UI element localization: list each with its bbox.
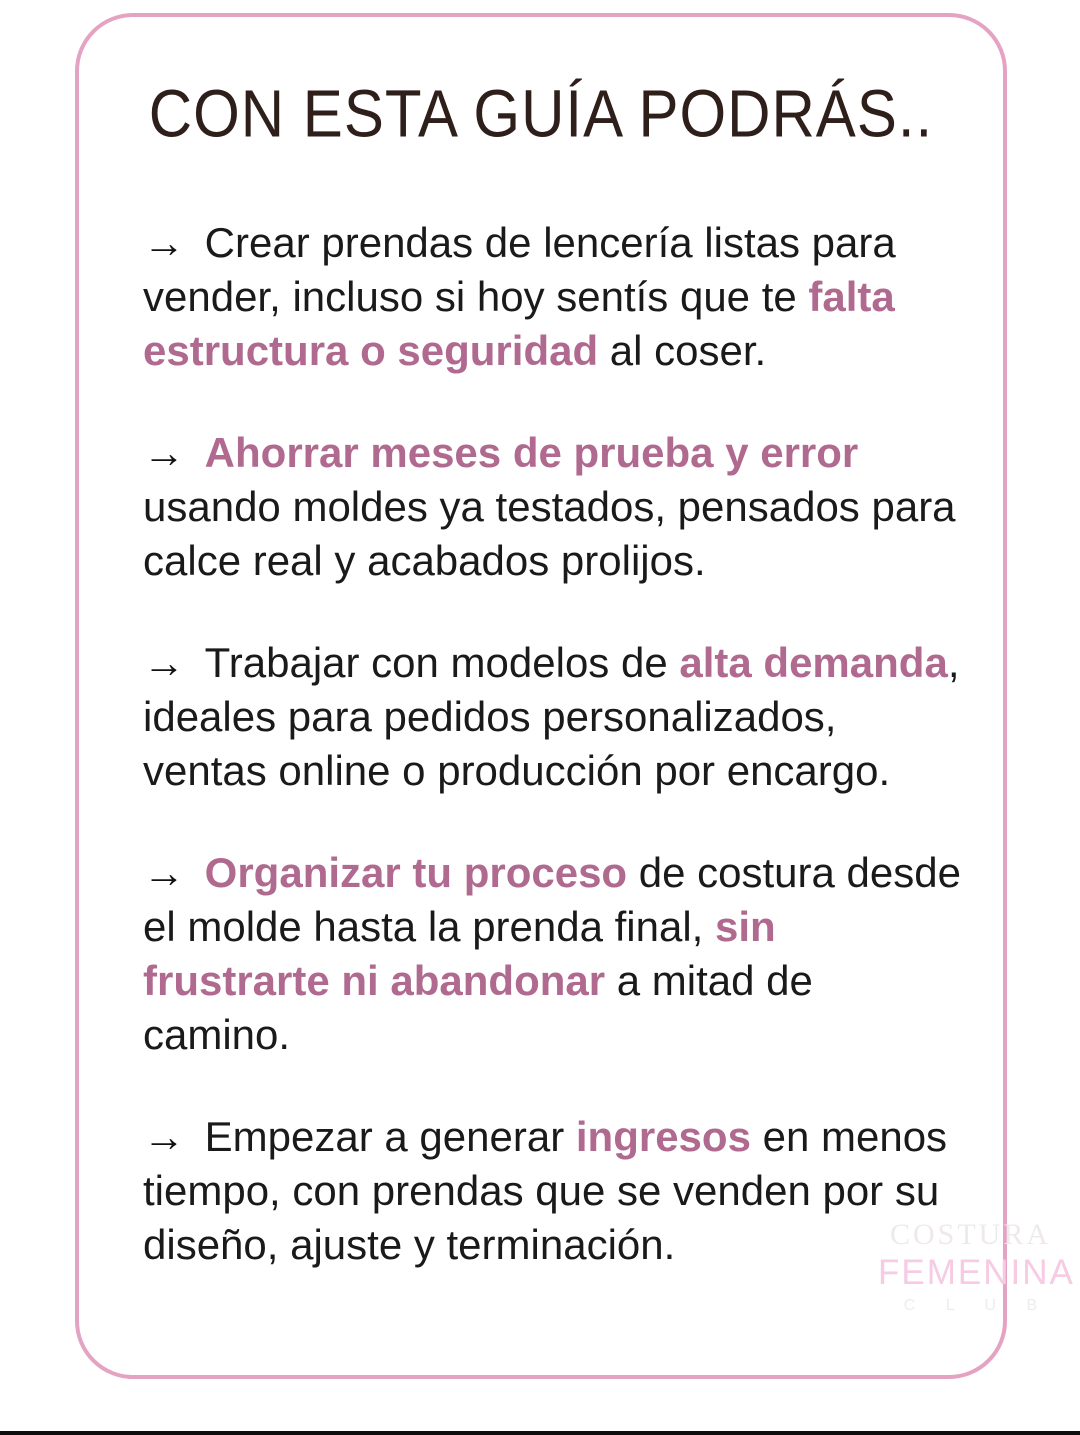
benefit-item-4 <box>143 846 965 1062</box>
benefit-text: al coser. <box>598 327 767 374</box>
watermark-femenina-text: FEMENINA <box>878 1252 1075 1292</box>
arrow-bullet-icon: → <box>143 219 197 266</box>
arrow-bullet-icon: → <box>143 1113 197 1160</box>
benefit-text: a mitad de camino. <box>143 957 813 1058</box>
benefit-item-3 <box>143 636 965 798</box>
guide-benefits-card <box>75 13 1007 1379</box>
highlight-text: ingresos <box>575 1113 751 1160</box>
bottom-edge-divider <box>0 1431 1080 1435</box>
highlight-text: sin frustrarte ni abandonar <box>143 903 776 1004</box>
benefit-text: Crear prendas de lencería listas para vender, incluso si hoy sentís que te <box>143 219 896 320</box>
highlight-text: Ahorrar meses de prueba y error <box>204 429 859 476</box>
benefit-text: , ideales para pedidos personalizados, ventas online o producción por encargo. <box>143 639 960 794</box>
highlight-text: alta demanda <box>679 639 948 686</box>
benefit-item-2 <box>143 426 965 588</box>
highlight-text: falta estructura o seguridad <box>143 273 895 374</box>
page-title: CON ESTA GUÍA PODRÁS.. <box>148 76 934 152</box>
benefit-item-1 <box>143 216 965 378</box>
arrow-bullet-icon: → <box>143 639 197 686</box>
benefit-text: en menos tiempo, con prendas que se venden por su diseño, ajuste y terminación. <box>143 1113 948 1268</box>
benefit-item-5 <box>143 1110 965 1272</box>
benefit-text: Trabajar con modelos de <box>204 639 680 686</box>
benefit-text: usando moldes ya testados, pensados para calce real y acabados prolijos. <box>143 483 956 584</box>
watermark-costura-text: COSTURA <box>889 1218 1052 1251</box>
benefit-text: de costura desde el molde hasta la prenda final, <box>143 849 961 950</box>
benefits-list <box>143 216 965 1272</box>
arrow-bullet-icon: → <box>143 849 197 896</box>
watermark-club-text: C L U B <box>903 1296 1051 1314</box>
arrow-bullet-icon: → <box>143 429 197 476</box>
highlight-text: Organizar tu proceso <box>204 849 628 896</box>
benefit-text: Empezar a generar <box>204 1113 576 1160</box>
